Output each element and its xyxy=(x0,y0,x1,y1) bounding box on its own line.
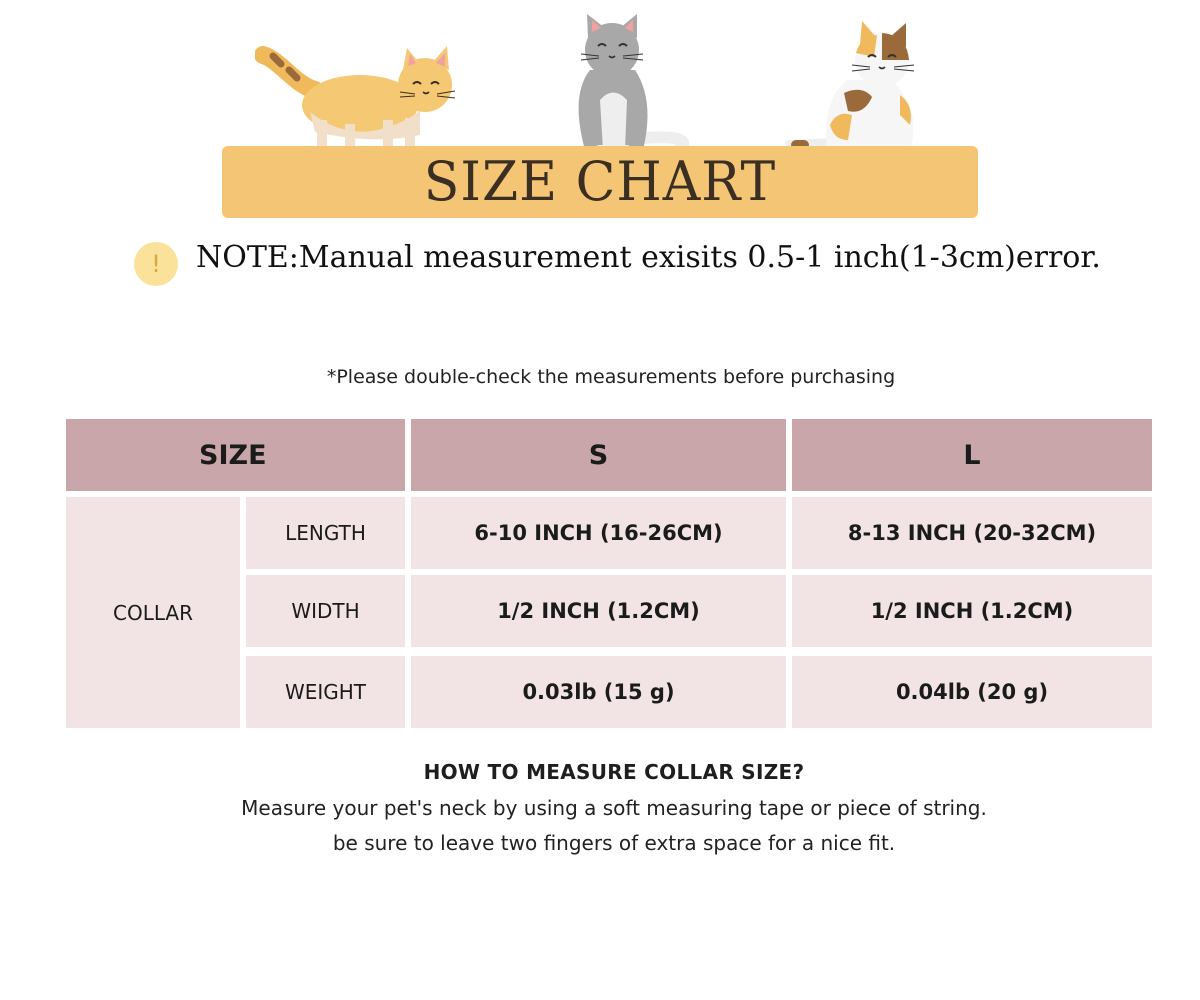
width-s-text: 1/2 INCH (1.2CM) xyxy=(497,599,700,623)
length-l-value xyxy=(792,497,1152,569)
weight-l-text: 0.04lb (20 g) xyxy=(895,680,1049,704)
exclamation-icon xyxy=(134,242,178,286)
header-l-label: L xyxy=(963,439,981,471)
double-check-tip: *Please double-check the measurements before purchasing xyxy=(326,366,896,388)
orange-cat-illustration xyxy=(255,40,465,155)
exclamation-glyph: ! xyxy=(151,250,161,278)
calico-cat-illustration xyxy=(782,15,932,155)
weight-s-text: 0.03lb (15 g) xyxy=(522,680,675,704)
collar-label: COLLAR xyxy=(112,600,194,625)
weight-l-value xyxy=(792,656,1152,728)
header-s-label: S xyxy=(588,439,609,471)
how-to-measure-line-2: be sure to leave two fingers of extra space for a nice fit. xyxy=(332,831,896,855)
size-chart-banner xyxy=(222,146,978,218)
header-size-cell xyxy=(66,419,405,491)
length-s-text: 6-10 INCH (16-26CM) xyxy=(474,521,723,545)
how-to-measure-title: HOW TO MEASURE COLLAR SIZE? xyxy=(423,760,805,784)
width-l-text: 1/2 INCH (1.2CM) xyxy=(870,599,1074,623)
row-label-weight xyxy=(246,656,405,728)
page-title: SIZE CHART xyxy=(423,150,777,214)
how-to-measure-line-1: Measure your pet's neck by using a soft measuring tape or piece of string. xyxy=(241,796,987,820)
measurement-note: NOTE:Manual measurement exisits 0.5-1 inch(1-3cm)error. xyxy=(196,240,1101,275)
collar-group-cell xyxy=(66,497,240,728)
length-label: LENGTH xyxy=(285,521,366,545)
header-l-cell xyxy=(792,419,1152,491)
header-s-cell xyxy=(411,419,786,491)
length-s-value xyxy=(411,497,786,569)
length-l-text: 8-13 INCH (20-32CM) xyxy=(847,521,1097,545)
weight-label: WEIGHT xyxy=(284,680,367,704)
row-label-width xyxy=(246,575,405,647)
header-size-label: SIZE xyxy=(199,439,267,471)
gray-cat-illustration xyxy=(565,10,695,165)
width-l-value xyxy=(792,575,1152,647)
weight-s-value xyxy=(411,656,786,728)
row-label-length xyxy=(246,497,405,569)
width-s-value xyxy=(411,575,786,647)
width-label: WIDTH xyxy=(291,599,360,623)
